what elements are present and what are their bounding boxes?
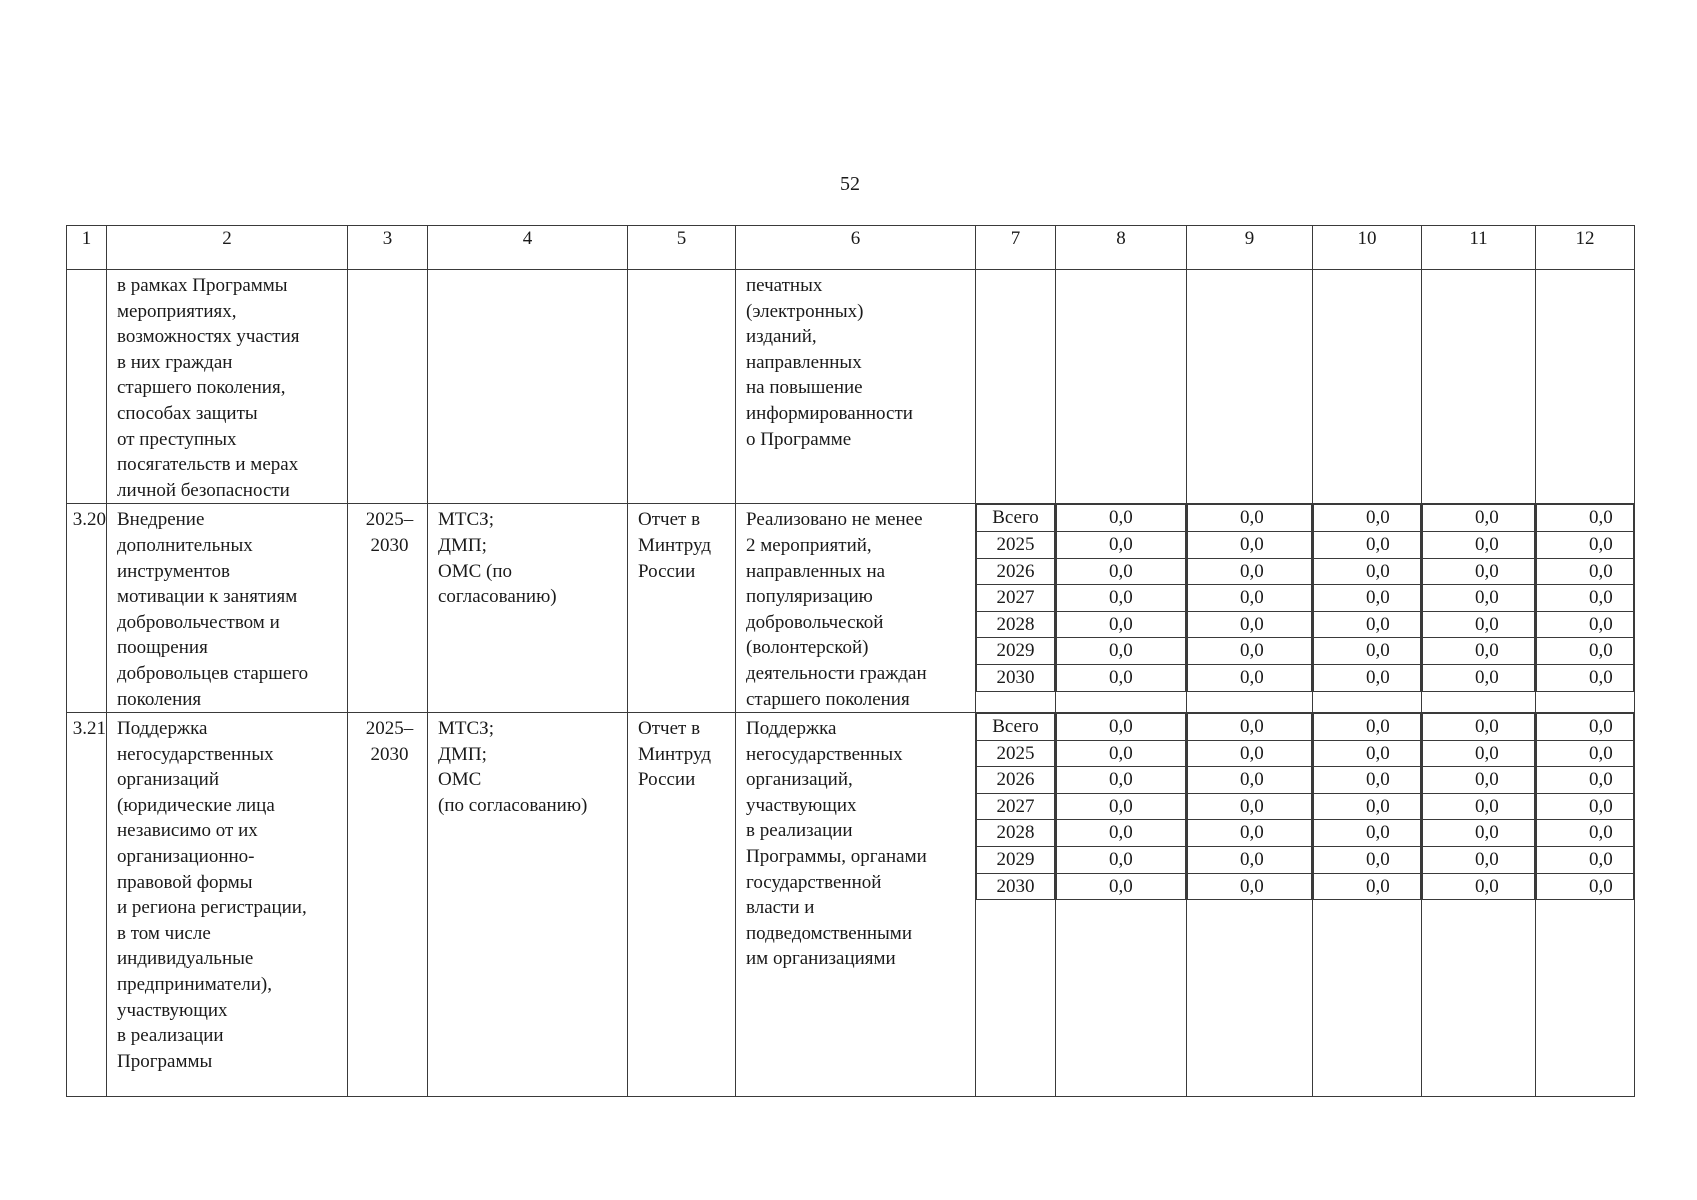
program-table xyxy=(66,225,1635,1097)
header-cell: 9 xyxy=(1187,226,1313,270)
item-name-cell xyxy=(107,504,348,713)
year-label: 2027 xyxy=(977,585,1055,612)
item-period-cell xyxy=(348,504,428,713)
amount-value: 0,0 xyxy=(1423,847,1535,874)
amount-value: 0,0 xyxy=(1188,873,1312,900)
item-executors xyxy=(428,270,627,273)
year-label: 2027 xyxy=(977,793,1055,820)
amount-value: 0,0 xyxy=(1423,714,1535,741)
value-cell xyxy=(1187,713,1313,1097)
value-cell xyxy=(1187,270,1313,504)
amount-value: 0,0 xyxy=(1537,558,1634,585)
item-result-cell xyxy=(736,270,976,504)
amount-value: 0,0 xyxy=(1057,505,1186,532)
value-cell xyxy=(1536,713,1635,1097)
amount-value: 0,0 xyxy=(1314,664,1421,691)
amount-value: 0,0 xyxy=(1188,847,1312,874)
amount-value: 0,0 xyxy=(1423,611,1535,638)
item-executors-cell xyxy=(428,713,628,1097)
amount-value: 0,0 xyxy=(1057,793,1186,820)
amount-value: 0,0 xyxy=(1057,558,1186,585)
item-report-cell xyxy=(628,270,736,504)
amount-value: 0,0 xyxy=(1314,611,1421,638)
amount-value: 0,0 xyxy=(1537,611,1634,638)
item-number xyxy=(67,270,106,273)
amount-value: 0,0 xyxy=(1537,767,1634,794)
amount-value: 0,0 xyxy=(1423,558,1535,585)
amount-value: 0,0 xyxy=(1057,638,1186,665)
amount-value: 0,0 xyxy=(1423,767,1535,794)
value-cell xyxy=(1313,713,1422,1097)
amount-value: 0,0 xyxy=(1314,873,1421,900)
amount-value: 0,0 xyxy=(1188,611,1312,638)
years-cell xyxy=(976,504,1056,713)
item-period: 2025– 2030 xyxy=(365,718,414,765)
year-label: Всего xyxy=(977,714,1055,741)
amount-value: 0,0 xyxy=(1423,740,1535,767)
item-period xyxy=(348,270,427,273)
amount-value: 0,0 xyxy=(1314,793,1421,820)
amount-value: 0,0 xyxy=(1188,793,1312,820)
item-result-cell xyxy=(736,713,976,1097)
amount-value: 0,0 xyxy=(1423,820,1535,847)
amount-value: 0,0 xyxy=(1537,714,1634,741)
item-executors: МТСЗ; ДМП; ОМС (по согласованию) xyxy=(438,718,588,816)
item-executors: МТСЗ; ДМП; ОМС (по согласованию) xyxy=(438,509,557,608)
item-name: Поддержка негосударственных организаций (юридические лица независимо от их организационно- правовой формы и региона регистрации, в том числе индивидуальные предприниматели), участвующих в реализации Программы xyxy=(117,718,307,1072)
item-result-cell xyxy=(736,504,976,713)
amount-value: 0,0 xyxy=(1057,847,1186,874)
item-name: в рамках Программы мероприятиях, возможностях участия в них граждан старшего поколения, способах защиты от преступных посягательств и мерах личной безопасности xyxy=(117,275,300,501)
table-row xyxy=(67,270,1635,504)
year-label: Всего xyxy=(977,505,1055,532)
item-report-cell xyxy=(628,504,736,713)
year-label: 2030 xyxy=(977,664,1055,691)
value-cell xyxy=(1187,504,1313,713)
amount-value: 0,0 xyxy=(1314,558,1421,585)
amount-value: 0,0 xyxy=(1537,847,1634,874)
header-cell: 4 xyxy=(428,226,628,270)
amount-value: 0,0 xyxy=(1188,740,1312,767)
amount-value: 0,0 xyxy=(1423,638,1535,665)
year-label: 2029 xyxy=(977,638,1055,665)
amount-value: 0,0 xyxy=(1537,638,1634,665)
header-cell: 5 xyxy=(628,226,736,270)
amount-value: 0,0 xyxy=(1188,767,1312,794)
item-number-cell xyxy=(67,504,107,713)
item-number-cell xyxy=(67,270,107,504)
value-cell xyxy=(1422,270,1536,504)
amount-value: 0,0 xyxy=(1537,585,1634,612)
amount-value: 0,0 xyxy=(1537,820,1634,847)
table-row xyxy=(67,504,1635,713)
year-label: 2028 xyxy=(977,611,1055,638)
amount-value: 0,0 xyxy=(1057,740,1186,767)
amount-value: 0,0 xyxy=(1314,585,1421,612)
item-report: Отчет в Минтруд России xyxy=(638,509,711,582)
year-label: 2028 xyxy=(977,820,1055,847)
item-name-cell xyxy=(107,713,348,1097)
value-cell xyxy=(1056,504,1187,713)
amount-value: 0,0 xyxy=(1314,820,1421,847)
header-cell: 2 xyxy=(107,226,348,270)
amount-value: 0,0 xyxy=(1537,740,1634,767)
table-row xyxy=(67,713,1635,1097)
amount-value: 0,0 xyxy=(1057,531,1186,558)
amount-value: 0,0 xyxy=(1314,740,1421,767)
year-label: 2026 xyxy=(977,767,1055,794)
amount-value: 0,0 xyxy=(1057,611,1186,638)
item-report xyxy=(628,270,735,273)
value-cell xyxy=(1536,270,1635,504)
amount-value: 0,0 xyxy=(1057,767,1186,794)
header-cell: 10 xyxy=(1313,226,1422,270)
amount-value: 0,0 xyxy=(1188,585,1312,612)
amount-value: 0,0 xyxy=(1188,505,1312,532)
years-cell xyxy=(976,270,1056,504)
amount-value: 0,0 xyxy=(1314,714,1421,741)
value-cell xyxy=(1313,504,1422,713)
item-result: печатных (электронных) изданий, направленных на повышение информированности о Программе xyxy=(746,275,913,450)
amount-value: 0,0 xyxy=(1537,531,1634,558)
item-number: 3.20 xyxy=(72,509,106,531)
year-label: 2026 xyxy=(977,558,1055,585)
amount-value: 0,0 xyxy=(1314,847,1421,874)
item-report: Отчет в Минтруд России xyxy=(638,718,711,791)
item-number: 3.21 xyxy=(72,718,106,740)
header-cell: 1 xyxy=(67,226,107,270)
amount-value: 0,0 xyxy=(1057,873,1186,900)
value-cell xyxy=(1313,270,1422,504)
year-label: 2025 xyxy=(977,740,1055,767)
item-report-cell xyxy=(628,713,736,1097)
amount-value: 0,0 xyxy=(1188,638,1312,665)
amount-value: 0,0 xyxy=(1188,664,1312,691)
item-executors-cell xyxy=(428,504,628,713)
amount-value: 0,0 xyxy=(1314,531,1421,558)
years-cell xyxy=(976,713,1056,1097)
item-period-cell xyxy=(348,713,428,1097)
header-cell: 12 xyxy=(1536,226,1635,270)
amount-value: 0,0 xyxy=(1423,585,1535,612)
year-label: 2025 xyxy=(977,531,1055,558)
value-cell xyxy=(1422,713,1536,1097)
amount-value: 0,0 xyxy=(1537,505,1634,532)
amount-value: 0,0 xyxy=(1188,531,1312,558)
amount-value: 0,0 xyxy=(1057,585,1186,612)
amount-value: 0,0 xyxy=(1188,558,1312,585)
header-cell: 7 xyxy=(976,226,1056,270)
year-label: 2030 xyxy=(977,873,1055,900)
item-period-cell xyxy=(348,270,428,504)
amount-value: 0,0 xyxy=(1537,873,1634,900)
item-name: Внедрение дополнительных инструментов мотивации к занятиям добровольчеством и поощрения добровольцев старшего поколения xyxy=(117,509,309,710)
amount-value: 0,0 xyxy=(1188,714,1312,741)
value-cell xyxy=(1422,504,1536,713)
amount-value: 0,0 xyxy=(1537,793,1634,820)
amount-value: 0,0 xyxy=(1314,505,1421,532)
page-number: 52 xyxy=(840,173,860,195)
amount-value: 0,0 xyxy=(1423,505,1535,532)
amount-value: 0,0 xyxy=(1423,793,1535,820)
header-cell: 8 xyxy=(1056,226,1187,270)
amount-value: 0,0 xyxy=(1188,820,1312,847)
amount-value: 0,0 xyxy=(1057,664,1186,691)
item-number-cell xyxy=(67,713,107,1097)
amount-value: 0,0 xyxy=(1057,820,1186,847)
header-cell: 11 xyxy=(1422,226,1536,270)
item-executors-cell xyxy=(428,270,628,504)
amount-value: 0,0 xyxy=(1423,873,1535,900)
value-cell xyxy=(1536,504,1635,713)
value-cell xyxy=(1056,713,1187,1097)
amount-value: 0,0 xyxy=(1314,767,1421,794)
amount-value: 0,0 xyxy=(1314,638,1421,665)
item-result: Реализовано не менее 2 мероприятий, направленных на популяризацию добровольческой (волонтерской) деятельности граждан старшего поколения xyxy=(746,509,927,710)
header-cell: 6 xyxy=(736,226,976,270)
item-period: 2025– 2030 xyxy=(365,509,414,556)
value-cell xyxy=(1056,270,1187,504)
amount-value: 0,0 xyxy=(1057,714,1186,741)
year-label: 2029 xyxy=(977,847,1055,874)
item-result: Поддержка негосударственных организаций, участвующих в реализации Программы, органами государственной власти и подведомственными им организациями xyxy=(746,718,927,970)
amount-value: 0,0 xyxy=(1423,664,1535,691)
amount-value: 0,0 xyxy=(1537,664,1634,691)
header-cell: 3 xyxy=(348,226,428,270)
amount-value: 0,0 xyxy=(1423,531,1535,558)
header-row xyxy=(67,226,1635,270)
item-name-cell xyxy=(107,270,348,504)
